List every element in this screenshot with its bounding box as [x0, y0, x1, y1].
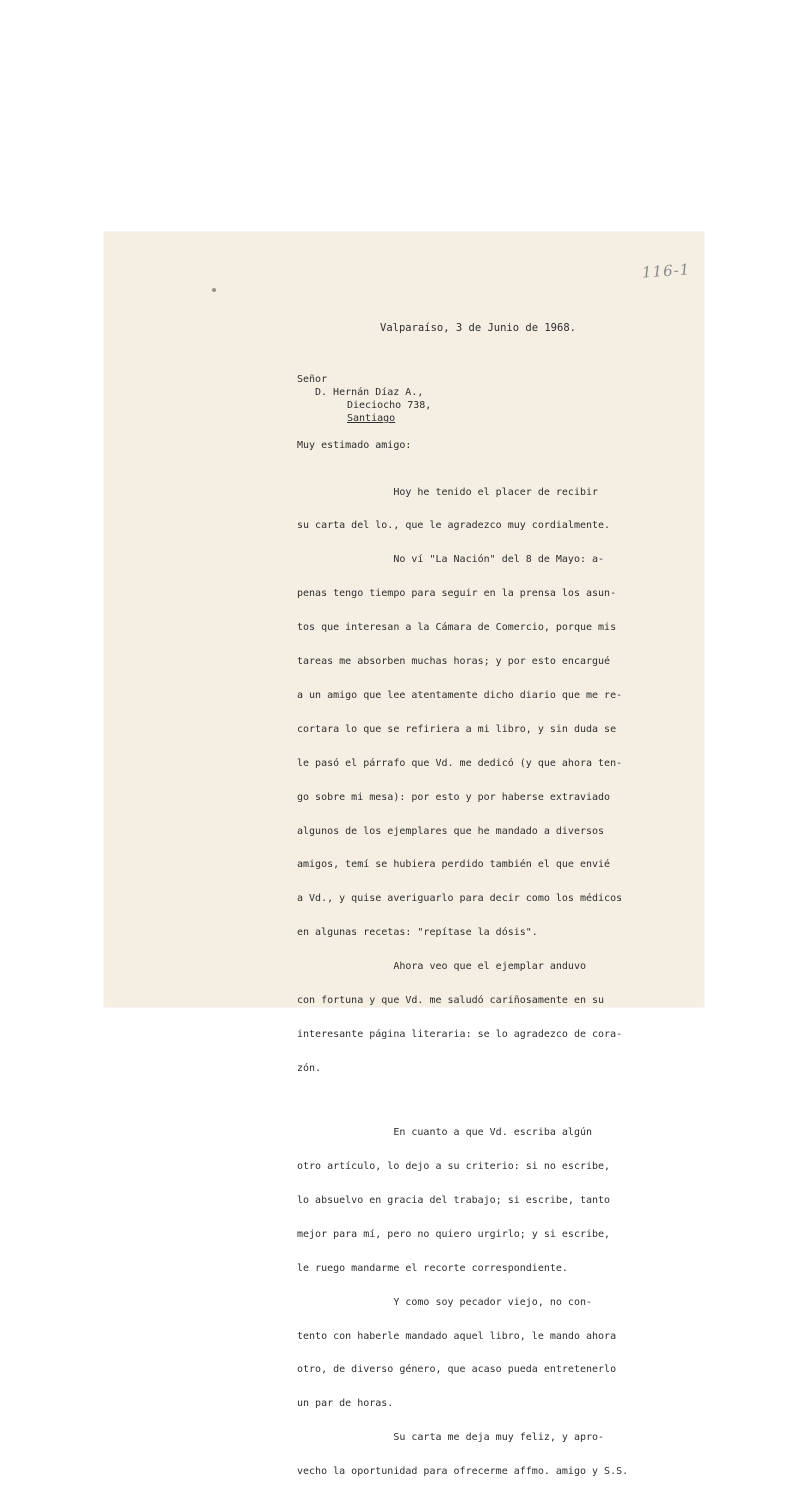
body-line: otro artículo, lo dejo a su criterio: si no escribe,	[297, 1161, 611, 1173]
body-line: lo absuelvo en gracia del trabajo; si escribe, tanto	[297, 1195, 611, 1206]
body-line: con fortuna y que Vd. me saludó cariñosamente en su	[297, 994, 605, 1006]
body-line: zón.	[297, 1062, 322, 1074]
body-line: penas tengo tiempo para seguir en la prensa los asun-	[297, 588, 617, 600]
recipient-salutation: Señor	[297, 374, 328, 385]
body-line: Ahora veo que el ejemplar anduvo	[297, 961, 586, 973]
body-line: No ví "La Nación" del 8 de Mayo: a-	[297, 554, 605, 566]
body-line: tos que interesan a la Cámara de Comercio, porque mis	[297, 622, 617, 634]
body-line: en algunas recetas: "repítase la dósis".	[297, 927, 538, 939]
body-line: a Vd., y quise averiguarlo para decir como los médicos	[297, 893, 623, 905]
recipient-city: Santiago	[347, 413, 396, 424]
body-line: le ruego mandarme el recorte correspondiente.	[297, 1262, 568, 1274]
body-line: cortara lo que se refiriera a mi libro, y sin duda se	[297, 723, 617, 735]
body-line: algunos de los ejemplares que he mandado a diversos	[297, 825, 605, 837]
letter-page	[104, 232, 704, 1478]
body-line: tareas me absorben muchas horas; y por esto encargué	[297, 656, 611, 668]
body-line: le pasó el párrafo que Vd. me dedicó (y que ahora ten-	[297, 757, 623, 769]
body-line: otro, de diverso género, que acaso pueda entretenerlo	[297, 1364, 617, 1376]
body-line: Su carta me deja muy feliz, y apro-	[297, 1432, 605, 1444]
recipient-name: D. Hernán Díaz A.,	[315, 387, 424, 398]
greeting: Muy estimado amigo:	[297, 440, 412, 451]
body-line: un par de horas.	[297, 1398, 394, 1410]
body-line: En cuanto a que Vd. escriba algún	[297, 1127, 593, 1139]
body-line: go sobre mi mesa): por esto y por haberse extraviado	[297, 791, 611, 803]
paragraph-gap	[297, 1097, 628, 1105]
body-line: Hoy he tenido el placer de recibir	[297, 486, 599, 498]
body-line: mejor para mí, pero no quiero urgirlo; y si escribe,	[297, 1228, 611, 1240]
body-line: su carta del lo., que le agradezco muy cordialmente.	[297, 520, 611, 532]
body-line: Y como soy pecador viejo, no con-	[297, 1296, 593, 1308]
paper-mark	[212, 288, 216, 292]
recipient-street: Dieciocho 738,	[347, 400, 432, 411]
date-line: Valparaíso, 3 de Junio de 1968.	[380, 322, 576, 334]
body-line: vecho la oportunidad para ofrecerme affmo. amigo y S.S.	[297, 1466, 629, 1478]
body-line: interesante página literaria: se lo agradezco de cora-	[297, 1028, 623, 1040]
body-line: tento con haberle mandado aquel libro, le mando ahora	[297, 1330, 617, 1342]
body-line: amigos, temí se hubiera perdido también el que envié	[297, 859, 611, 871]
archive-number: 116-1	[641, 260, 691, 282]
letter-body	[297, 464, 628, 1500]
body-line: a un amigo que lee atentamente dicho diario que me re-	[297, 689, 623, 701]
